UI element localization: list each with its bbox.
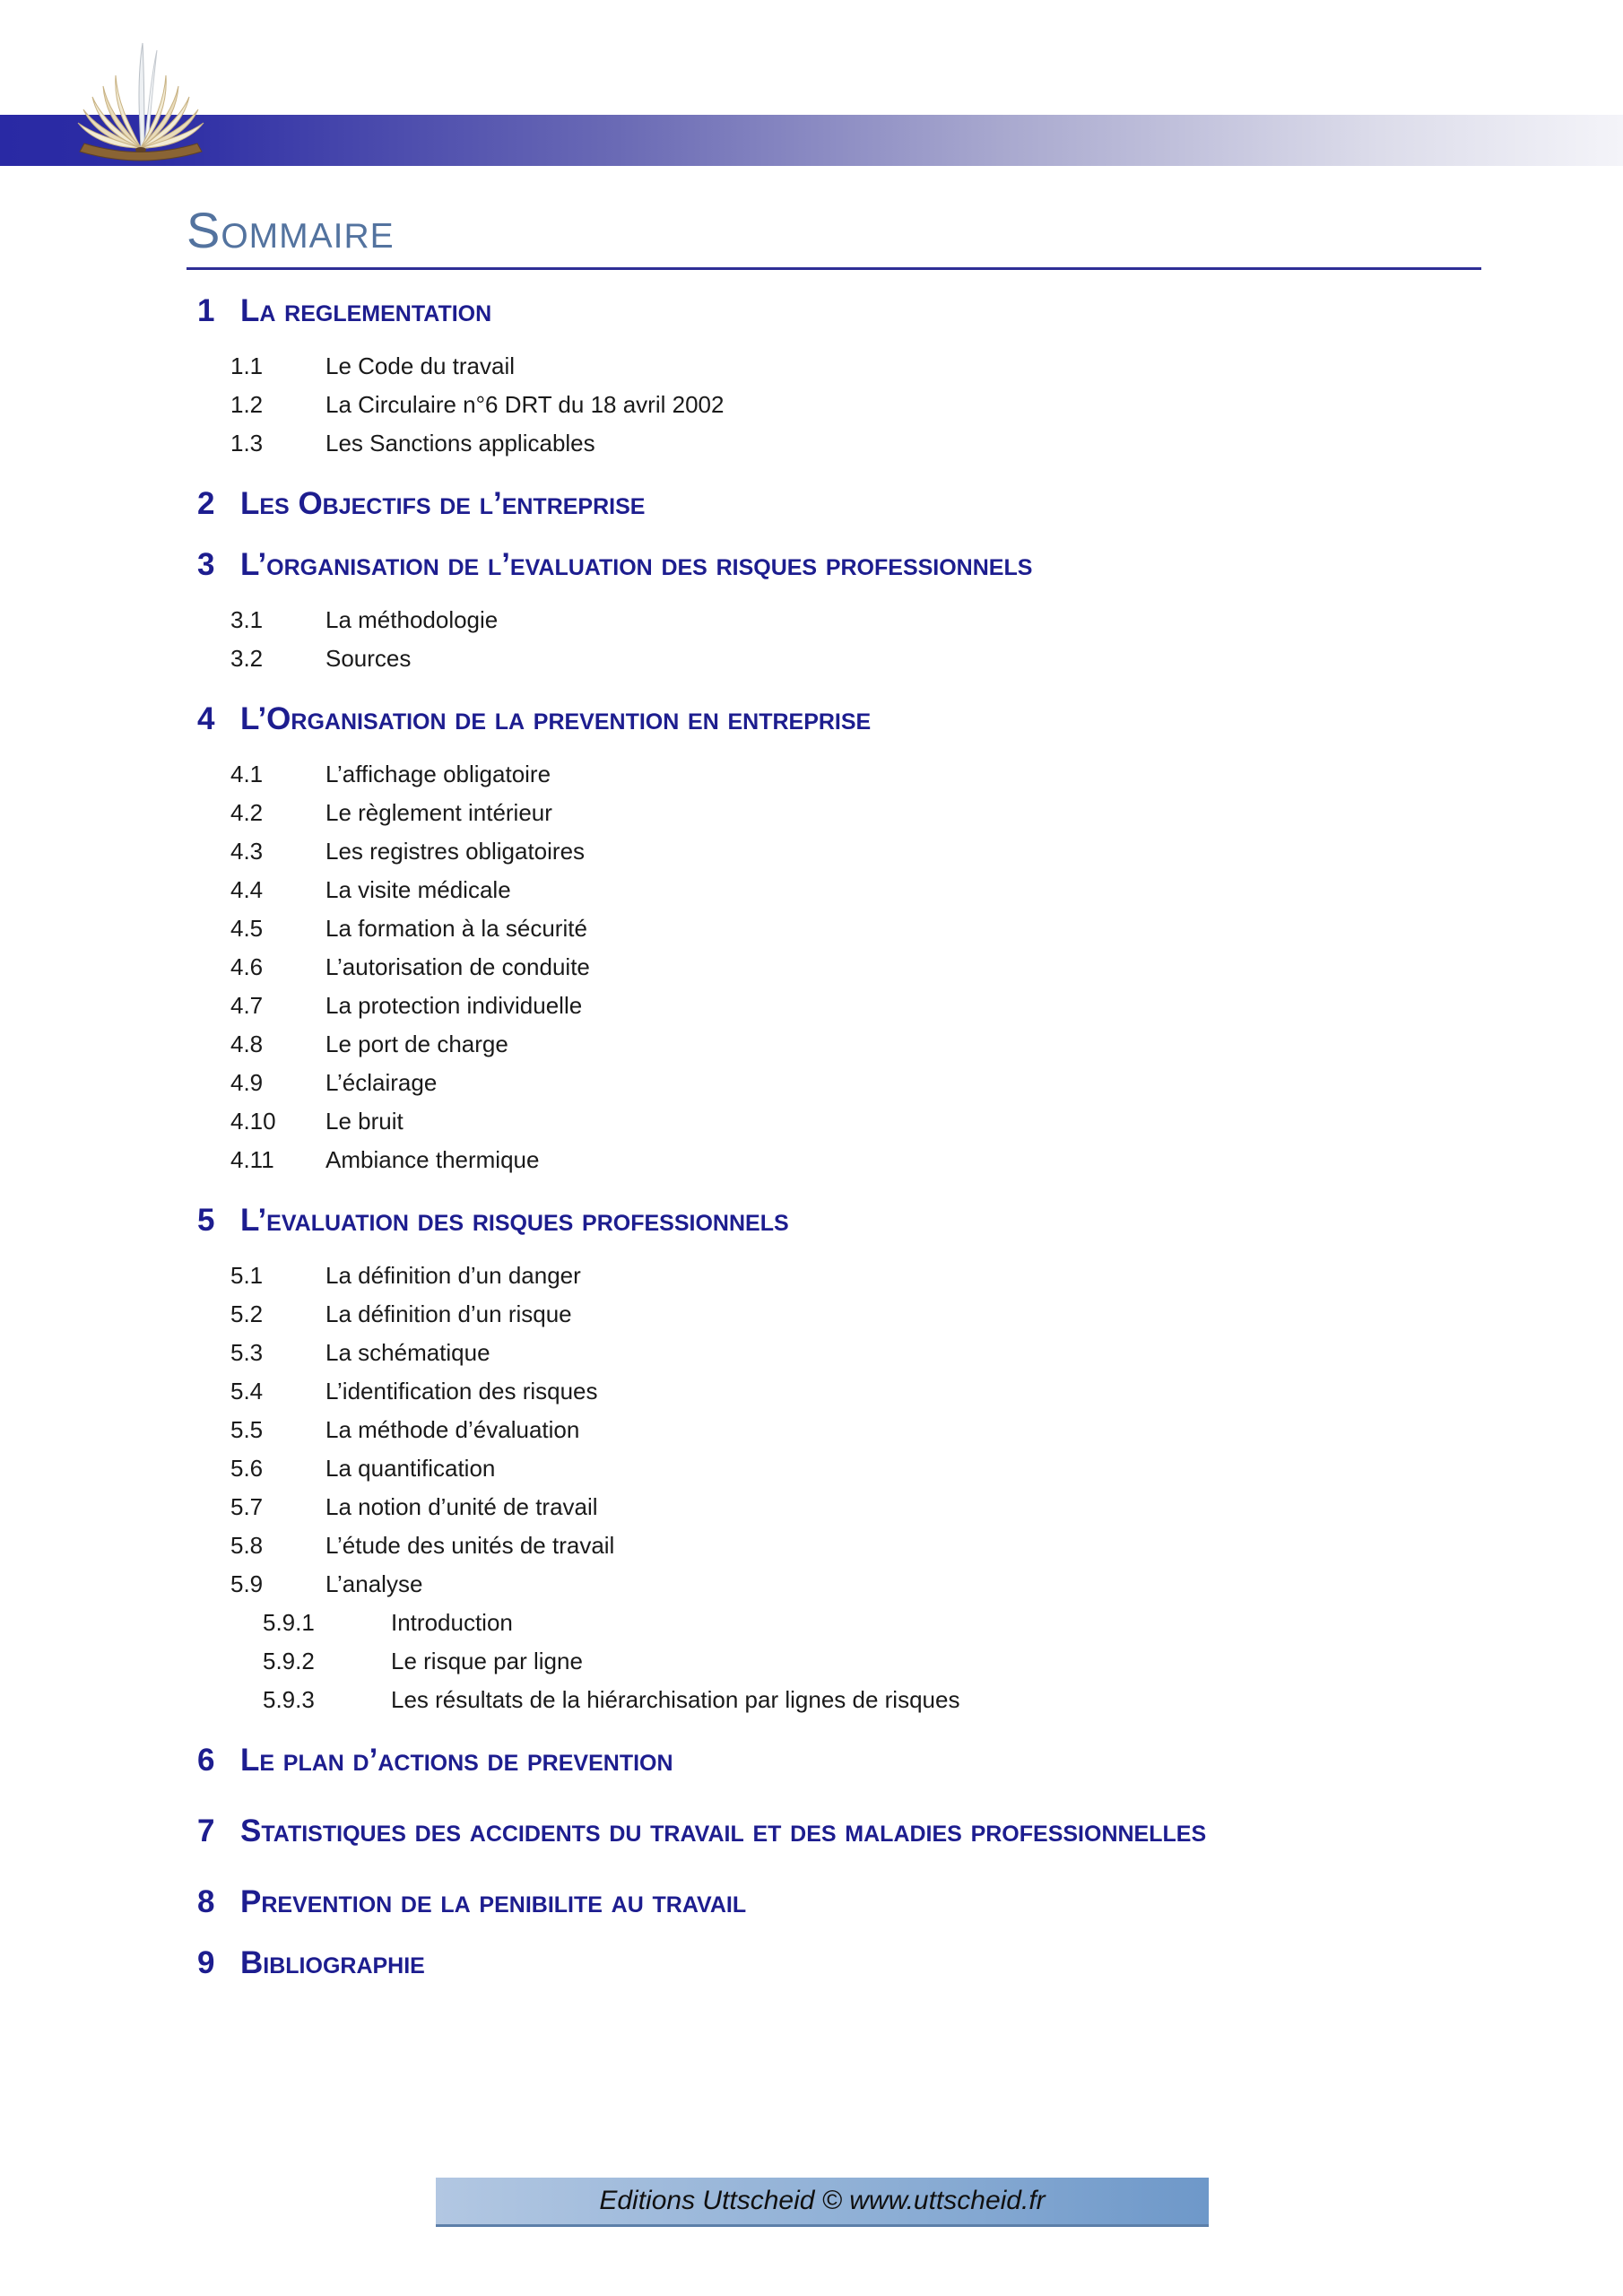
footer-publisher-text: Editions Uttscheid © www.uttscheid.fr [599,2186,1046,2215]
toc-entry [187,1488,1481,1526]
toc-entry [187,832,1481,871]
toc-section-label: Bibliographie [240,1945,425,1980]
toc-entry [187,755,1481,794]
toc-entry [187,1141,1481,1179]
toc-entry-label: Les registres obligatoires [325,838,586,865]
toc-entry-number: 3.1 [230,606,264,633]
toc-entry [187,1449,1481,1488]
toc-entry-number: 1.1 [230,352,264,379]
toc-entry-label: L’étude des unités de travail [325,1532,615,1559]
toc-entry-label: La visite médicale [325,876,511,903]
toc-entry-label: Le bruit [325,1108,404,1135]
toc-entry [187,1565,1481,1604]
toc-entry-number: 4.2 [230,799,264,826]
toc-entry [187,987,1481,1025]
toc-entry-number: 5.7 [230,1493,264,1520]
toc-entry-number: 5.6 [230,1455,264,1482]
toc-entry [187,1642,1481,1681]
toc-sublist [187,601,1481,678]
toc-entry-number: 4.5 [230,915,264,942]
toc-entry-label: La Circulaire n°6 DRT du 18 avril 2002 [325,391,725,418]
toc-entry-label: La méthodologie [325,606,499,633]
toc-entry-label: L’analyse [325,1570,423,1597]
toc-entry [187,1411,1481,1449]
toc-section-label: Statistiques des accidents du travail et des maladies professionnelles [240,1813,1207,1848]
toc-entry-number: 5.4 [230,1378,264,1405]
toc-entry-label: Sources [325,645,412,672]
toc-entry [187,1257,1481,1295]
toc-entry [187,386,1481,424]
toc-entry [187,347,1481,386]
toc-section-heading [187,484,1481,524]
toc-entry-label: Le règlement intérieur [325,799,552,826]
toc-entry-label: La formation à la sécurité [325,915,587,942]
footer-publisher-bar [436,2178,1209,2227]
toc-entry-number: 4.3 [230,838,264,865]
toc-content [187,203,1481,1999]
toc-entry-label: Les résultats de la hiérarchisation par lignes de risques [391,1686,960,1713]
toc-entry-label: La définition d’un danger [325,1262,581,1289]
toc-entry-label: La protection individuelle [325,992,583,1019]
toc-section-number: 2 [197,486,215,521]
toc-sublist [187,755,1481,1179]
toc-section-number: 9 [197,1945,215,1980]
toc-entry-label: L’autorisation de conduite [325,953,590,980]
toc-entry-label: Le Code du travail [325,352,516,379]
toc-entry-number: 4.6 [230,953,264,980]
toc-section-label: Les Objectifs de l’entreprise [240,486,646,521]
toc-entry-number: 4.1 [230,761,264,787]
toc-entry [187,601,1481,639]
toc-section-label: Le plan d’actions de prevention [240,1743,673,1778]
toc-entry-number: 5.5 [230,1416,264,1443]
toc-entry [187,1334,1481,1372]
toc-entry-number: 4.7 [230,992,264,1019]
toc-entry [187,1681,1481,1719]
toc-entry-label: L’éclairage [325,1069,438,1096]
toc-entry-number: 5.3 [230,1339,264,1366]
toc-entry-label: Introduction [391,1609,513,1636]
toc-entry-number: 5.9.2 [263,1648,315,1674]
toc-section-heading [187,1201,1481,1240]
toc-entry [187,948,1481,987]
toc-entry-number: 4.8 [230,1031,264,1057]
toc-section-number: 8 [197,1884,215,1919]
toc-entry-number: 5.2 [230,1300,264,1327]
toc-entry-label: Le port de charge [325,1031,508,1057]
toc-entry-label: La définition d’un risque [325,1300,572,1327]
toc-section-label: L’Organisation de la prevention en entreprise [240,701,872,736]
toc-entry-label: La schématique [325,1339,490,1366]
toc-entry [187,1526,1481,1565]
toc-entry-number: 5.9.3 [263,1686,315,1713]
toc-entry-number: 1.3 [230,430,264,457]
toc-section-number: 3 [197,547,215,582]
toc-section-number: 4 [197,701,215,736]
toc-entry [187,909,1481,948]
toc-entry-number: 5.8 [230,1532,264,1559]
toc-section-number: 7 [197,1813,215,1848]
toc-entry [187,1295,1481,1334]
toc-entry-label: L’affichage obligatoire [325,761,551,787]
toc-section-label: Prevention de la penibilite au travail [240,1884,747,1919]
toc-entry [187,424,1481,463]
toc-entry-label: La quantification [325,1455,496,1482]
toc-entry [187,639,1481,678]
toc-entry-number: 5.9 [230,1570,264,1597]
title-rule [187,267,1481,270]
toc-section-heading [187,291,1481,331]
toc-section-heading [187,545,1481,585]
toc-entry-number: 4.10 [230,1108,276,1135]
toc-section-number: 6 [197,1743,215,1778]
toc-section-heading [187,1741,1481,1780]
toc-entry-number: 5.1 [230,1262,264,1289]
toc-entry [187,1102,1481,1141]
toc-section-label: L’evaluation des risques professionnels [240,1203,789,1238]
page-title: Sommaire [187,202,395,258]
toc-entry-number: 4.4 [230,876,264,903]
toc-section-heading [187,1883,1481,1922]
toc-entry [187,1604,1481,1642]
header-gradient-band [0,115,1623,166]
toc-entry-label: Le risque par ligne [391,1648,583,1674]
toc-entry [187,1372,1481,1411]
open-book-icon [68,32,213,169]
toc-entry-number: 4.9 [230,1069,264,1096]
toc-entry-label: La notion d’unité de travail [325,1493,598,1520]
toc-entry-number: 3.2 [230,645,264,672]
toc-section-number: 1 [197,293,215,328]
toc-entry-label: Les Sanctions applicables [325,430,595,457]
toc-entry-number: 4.11 [230,1146,274,1173]
toc-section-heading [187,1944,1481,1983]
toc-entry-label: Ambiance thermique [325,1146,540,1173]
toc-section-label: La reglementation [240,293,492,328]
toc-sublist [187,347,1481,463]
toc-entry [187,794,1481,832]
toc-section-heading [187,1802,1481,1861]
toc-entry-label: La méthode d’évaluation [325,1416,580,1443]
toc-entry [187,871,1481,909]
toc-section-label: L’organisation de l’evaluation des risques professionnels [240,547,1033,582]
toc-section-number: 5 [197,1203,215,1238]
toc-sublist [187,1257,1481,1719]
toc-entry-number: 5.9.1 [263,1609,315,1636]
toc-entry [187,1025,1481,1064]
toc-entry [187,1064,1481,1102]
toc-section-heading [187,700,1481,739]
toc-entry-number: 1.2 [230,391,264,418]
toc-entry-label: L’identification des risques [325,1378,598,1405]
